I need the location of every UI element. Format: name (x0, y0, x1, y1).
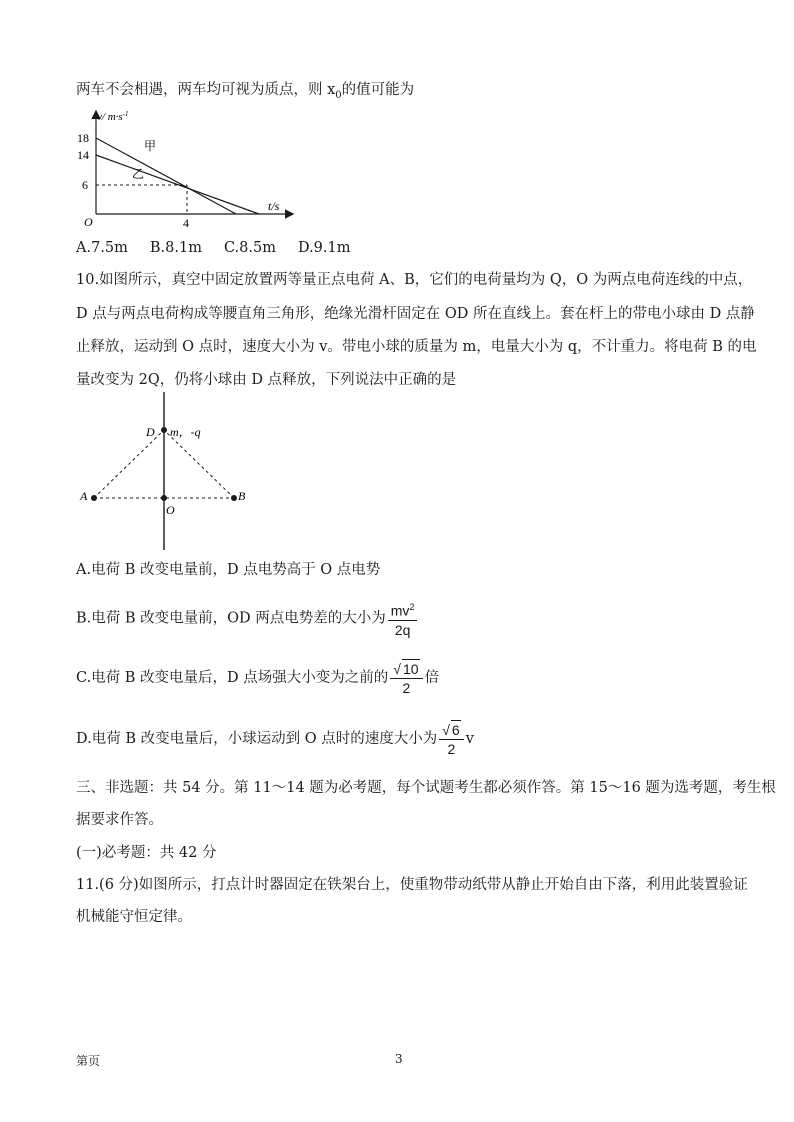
label-d: D (146, 425, 155, 439)
point-a (91, 495, 97, 501)
q10-line-4: 量改变为 2Q，仍将小球由 D 点释放，下列说法中正确的是 (76, 372, 457, 388)
q9-choices: A.7.5m B.8.1m C.8.5m D.9.1m (76, 240, 351, 256)
y-axis-label: v/ $m\cdot s^{-1}$ (97, 110, 129, 123)
label-jia: 甲 (144, 139, 157, 153)
fraction-d: $\frac{√ 6}{2}$ (439, 720, 463, 758)
vt-graph (60, 108, 300, 234)
charges-diagram (70, 390, 270, 555)
section3-line-2: 据要求作答。 (76, 812, 163, 828)
line-jia (96, 138, 236, 214)
page-number: 3 (395, 1052, 403, 1066)
fraction-b: $\frac{mv^2}{2q}$ (388, 598, 418, 639)
question-continuation: 两车不会相遇，两车均可视为质点，则 $x_0$的值可能为 (76, 82, 415, 101)
q10-option-d: D.电荷 B 改变电量后，小球运动到 O 点时的速度大小为 $\frac{√ 6}{2}$ v (76, 722, 474, 757)
y-tick-18: 18 (77, 131, 89, 145)
point-d (161, 427, 167, 433)
label-mq: m，-q (170, 425, 201, 439)
required-header: (一)必考题：共 42 分 (76, 845, 217, 861)
label-b: B (238, 489, 246, 503)
line-bd (164, 430, 234, 498)
y-tick-14: 14 (77, 148, 89, 162)
q10-option-c: C.电荷 B 改变电量后，D 点场强大小变为之前的 $\frac{√ 10}{2}$ 倍 (76, 661, 440, 696)
line-ad (94, 430, 164, 498)
label-o: O (166, 503, 175, 517)
footer-label: 第页 (76, 1054, 101, 1068)
x-axis-label: t/s (268, 199, 280, 213)
x-tick-4: 4 (183, 216, 189, 230)
fraction-c: $\frac{√ 10}{2}$ (390, 659, 422, 697)
q10-line-1: 10.如图所示，真空中固定放置两等量正点电荷 A、B，它们的电荷量均为 Q，O 为两点电荷连线的中点， (76, 272, 753, 288)
label-a: A (80, 489, 88, 503)
origin-label: O (84, 215, 93, 229)
q11-line-2: 机械能守恒定律。 (76, 909, 192, 925)
q10-line-3: 止释放，运动到 O 点时，速度大小为 v。带电小球的质量为 m，电量大小为 q，不计重力。将电荷 B 的电 (76, 339, 757, 355)
q10-option-a: A.电荷 B 改变电量前，D 点电势高于 O 点电势 (76, 562, 381, 578)
point-o (161, 495, 167, 501)
section3-line-1: 三、非选题：共 54 分。第 11～14 题为必考题，每个试题考生都必须作答。第 15～16 题为选考题，考生根 (76, 780, 776, 796)
y-tick-6: 6 (82, 178, 88, 192)
point-b (231, 495, 237, 501)
label-yi: 乙 (132, 167, 145, 181)
q10-line-2: D 点与两点电荷构成等腰直角三角形，绝缘光滑杆固定在 OD 所在直线上。套在杆上的带电小球由 D 点静 (76, 306, 755, 322)
q10-option-b: B.电荷 B 改变电量前，OD 两点电势差的大小为 $\frac{mv^2}{2q}$ (76, 598, 419, 639)
q11-line-1: 11.(6 分)如图所示，打点计时器固定在铁架台上，使重物带动纸带从静止开始自由下落，利用此装置验证 (76, 877, 748, 893)
